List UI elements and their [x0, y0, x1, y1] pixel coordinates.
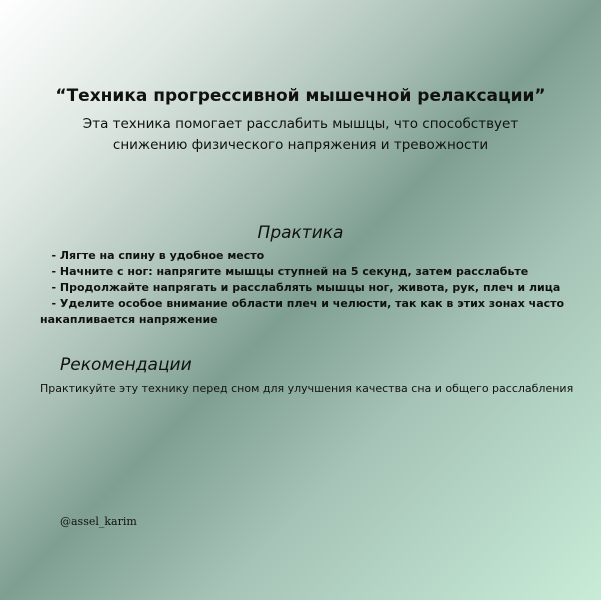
recommendations-heading: Рекомендации [60, 355, 192, 375]
practice-list [40, 248, 570, 328]
page-title: “Техника прогрессивной мышечной релаксации” [55, 86, 546, 106]
practice-item: - Уделите особое внимание области плеч и челюсти, так как в этих зонах часто накапливается напряжение [40, 297, 568, 326]
practice-heading: Практика [257, 223, 344, 243]
author-handle: @assel_karim [60, 515, 137, 528]
practice-item: - Лягте на спину в удобное место [40, 249, 265, 262]
practice-item: - Продолжайте напрягать и расслаблять мышцы ног, живота, рук, плеч и лица [40, 281, 561, 294]
page-subtitle: Эта техника помогает расслабить мышцы, что способствует снижению физического напряжения и тревожности [82, 116, 519, 153]
practice-item: - Начните с ног: напрягите мышцы ступней на 5 секунд, затем расслабьте [40, 265, 529, 278]
recommendations-text: Практикуйте эту технику перед сном для улучшения качества сна и общего расслабления [40, 382, 574, 395]
